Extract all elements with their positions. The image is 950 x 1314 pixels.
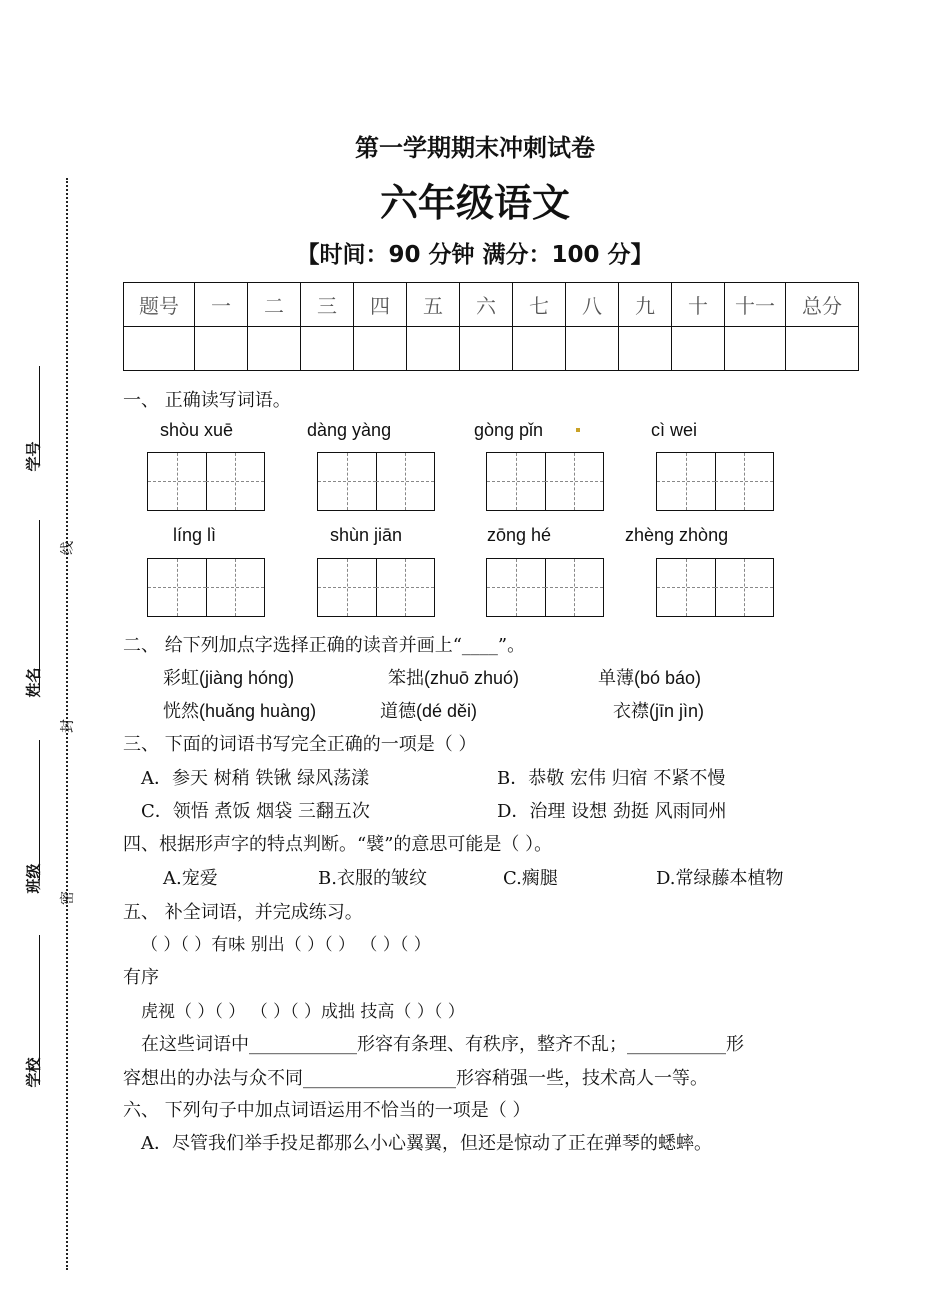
q6-option-a[interactable]: A．尽管我们举手投足都那么小心翼翼，但还是惊动了正在弹琴的蟋蟀。 xyxy=(141,1133,712,1154)
score-header-cell: 五 xyxy=(407,283,460,327)
score-cell[interactable] xyxy=(248,327,301,371)
writing-grid[interactable] xyxy=(656,558,774,617)
score-header-cell: 题号 xyxy=(124,283,195,327)
q3-option-a[interactable]: A．参天 树稍 铁锹 绿风荡漾 xyxy=(141,768,370,789)
score-header-cell: 四 xyxy=(354,283,407,327)
score-header-cell: 十一 xyxy=(725,283,786,327)
q3-option-c[interactable]: C．领悟 煮饭 烟袋 三翻五次 xyxy=(141,801,370,822)
binding-mark-mi: 密 xyxy=(60,891,76,905)
score-cell[interactable] xyxy=(566,327,619,371)
score-cell[interactable] xyxy=(460,327,513,371)
score-header-cell: 一 xyxy=(195,283,248,327)
q5-fill-line4[interactable]: 在这些词语中____________形容有条理、有秩序，整齐不乱；___________形 xyxy=(141,1034,744,1055)
score-table-header-row xyxy=(124,283,859,327)
score-header-cell: 八 xyxy=(566,283,619,327)
writing-grid[interactable] xyxy=(147,452,265,511)
name-label: 姓名 xyxy=(24,667,43,698)
score-cell[interactable] xyxy=(619,327,672,371)
writing-grid[interactable] xyxy=(486,558,604,617)
writing-grid[interactable] xyxy=(317,558,435,617)
binding-mark-feng: 封 xyxy=(60,719,76,733)
q4-option-b[interactable]: B.衣服的皱纹 xyxy=(318,868,427,889)
q2-item[interactable]: 衣襟(jīn jìn) xyxy=(613,701,705,721)
score-header-cell: 二 xyxy=(248,283,301,327)
q3-heading: 三、 下面的词语书写完全正确的一项是（ ） xyxy=(123,734,477,755)
pinyin-label: dàng yàng xyxy=(307,420,392,440)
score-cell[interactable] xyxy=(124,327,195,371)
q5-blanks-line1[interactable]: （ ）（ ）有味 别出（ ）（ ） （ ）（ ） xyxy=(141,935,431,955)
pinyin-label: líng lì xyxy=(173,525,217,545)
q6-heading: 六、 下列句子中加点词语运用不恰当的一项是（ ） xyxy=(123,1100,531,1121)
q5-blanks-line3[interactable]: 虎视（ ）（ ） （ ）（ ）成拙 技高（ ）（ ） xyxy=(141,1002,465,1022)
q3-option-d[interactable]: D．治理 设想 劲挺 风雨同州 xyxy=(497,801,727,822)
score-header-cell: 十 xyxy=(672,283,725,327)
score-cell[interactable] xyxy=(301,327,354,371)
q2-item[interactable]: 道德(dé děi) xyxy=(380,701,478,721)
q5-fill-line5[interactable]: 容想出的办法与众不同_________________形容稍强一些，技术高人一等。 xyxy=(123,1068,708,1089)
pinyin-label: zhèng zhòng xyxy=(625,525,729,545)
writing-grid[interactable] xyxy=(656,452,774,511)
score-table-input-row xyxy=(124,327,859,371)
pinyin-label: shòu xuē xyxy=(160,420,234,440)
pinyin-label: shùn jiān xyxy=(330,525,403,545)
q2-item[interactable]: 恍然(huǎng huàng) xyxy=(163,701,317,721)
q1-heading: 一、 正确读写词语。 xyxy=(123,390,291,411)
class-label: 班级 xyxy=(24,863,43,894)
score-cell[interactable] xyxy=(672,327,725,371)
score-cell[interactable] xyxy=(407,327,460,371)
student-id-label: 学号 xyxy=(24,441,43,472)
writing-grid[interactable] xyxy=(147,558,265,617)
class-line xyxy=(39,740,40,880)
score-header-cell: 六 xyxy=(460,283,513,327)
pinyin-label: gòng pǐn xyxy=(474,420,544,440)
q5-heading: 五、 补全词语，并完成练习。 xyxy=(123,902,363,923)
q5-line2: 有序 xyxy=(123,967,159,988)
q2-item[interactable]: 彩虹(jiàng hóng) xyxy=(163,668,295,688)
writing-grid[interactable] xyxy=(317,452,435,511)
exam-title: 六年级语文 xyxy=(379,181,570,225)
score-cell[interactable] xyxy=(354,327,407,371)
q2-item[interactable]: 单薄(bó báo) xyxy=(598,668,702,688)
score-table xyxy=(123,282,859,371)
pinyin-label: zōng hé xyxy=(487,525,552,545)
score-cell[interactable] xyxy=(725,327,786,371)
exam-time-info: 【时间：90 分钟 满分：100 分】 xyxy=(296,242,654,268)
q4-option-d[interactable]: D.常绿藤本植物 xyxy=(656,868,784,889)
score-cell[interactable] xyxy=(195,327,248,371)
decorative-dot xyxy=(576,428,580,432)
q2-item[interactable]: 笨拙(zhuō zhuó) xyxy=(388,668,520,688)
q3-option-b[interactable]: B．恭敬 宏伟 归宿 不紧不慢 xyxy=(497,768,726,789)
q4-option-a[interactable]: A.宠爱 xyxy=(163,868,218,889)
score-header-cell: 七 xyxy=(513,283,566,327)
q4-option-c[interactable]: C.瘸腿 xyxy=(503,868,558,889)
writing-grid[interactable] xyxy=(486,452,604,511)
pinyin-label: cì wei xyxy=(651,420,698,440)
score-header-cell: 九 xyxy=(619,283,672,327)
score-header-cell: 三 xyxy=(301,283,354,327)
score-cell[interactable] xyxy=(513,327,566,371)
binding-mark-xian: 线 xyxy=(60,541,76,555)
exam-subtitle: 第一学期期末冲刺试卷 xyxy=(355,134,595,162)
score-cell[interactable] xyxy=(786,327,859,371)
q2-heading: 二、 给下列加点字选择正确的读音并画上“____”。 xyxy=(123,635,526,656)
score-header-cell: 总分 xyxy=(786,283,859,327)
name-line xyxy=(39,520,40,690)
school-label: 学校 xyxy=(24,1057,43,1088)
q4-heading: 四、根据形声字的特点判断。“襞”的意思可能是（ ）。 xyxy=(123,834,553,855)
